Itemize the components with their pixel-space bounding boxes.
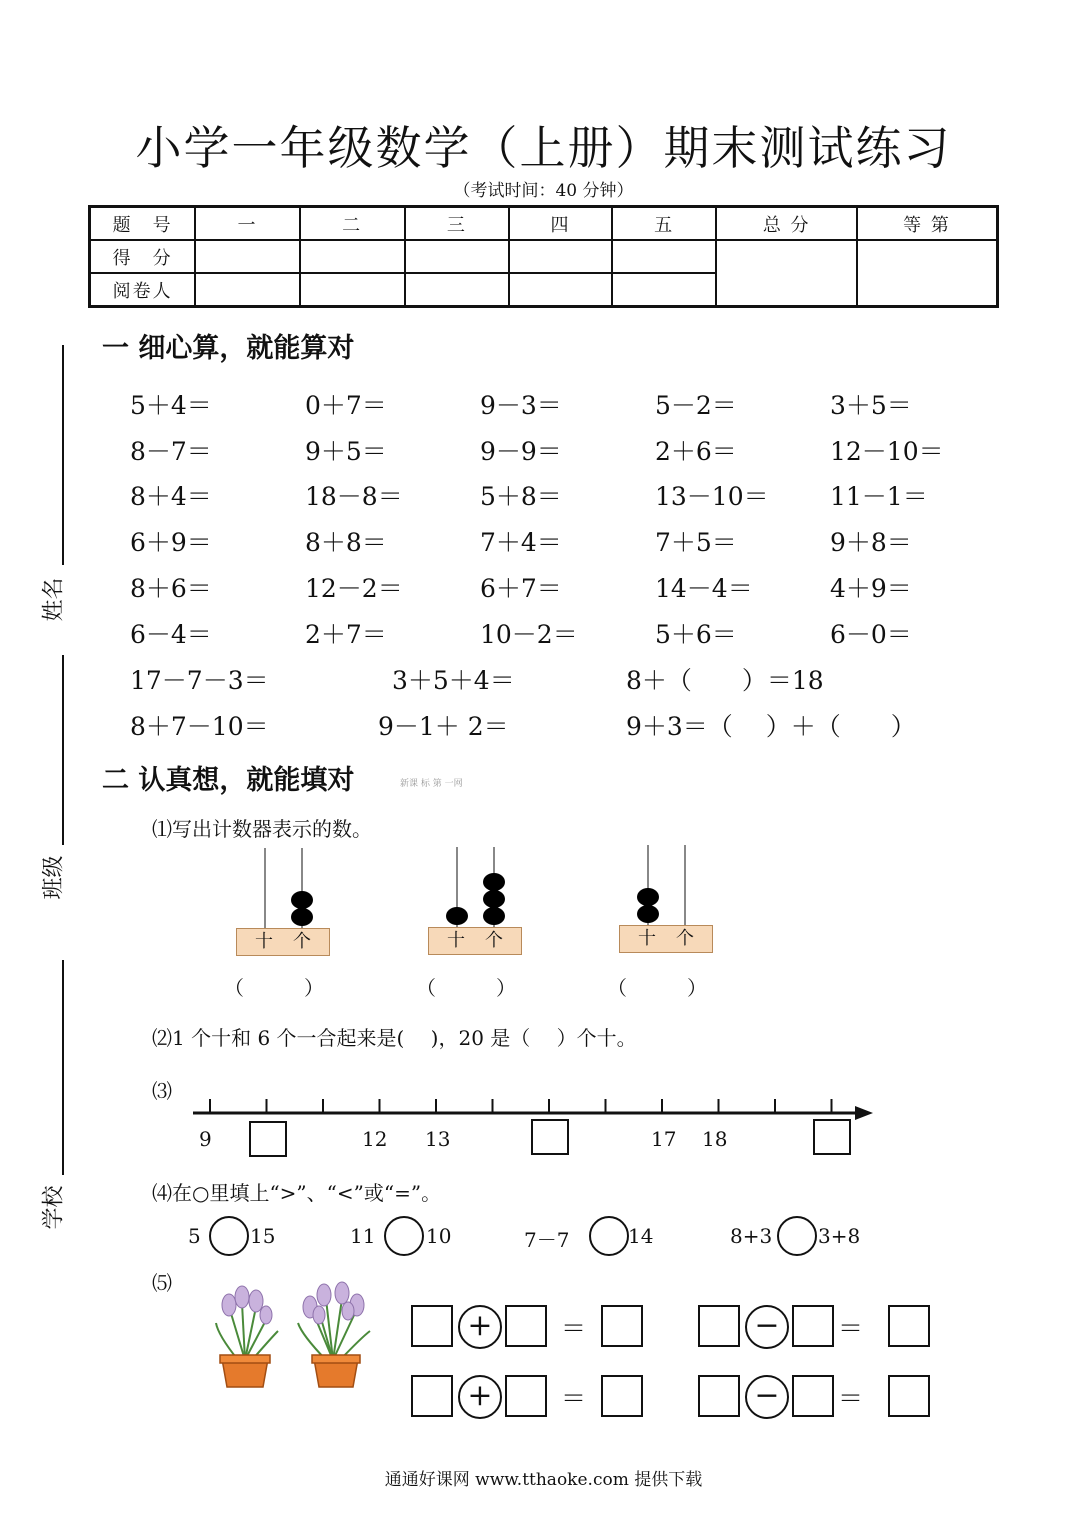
calc-item: 8＋（ ）＝18	[626, 666, 824, 695]
calc-item: 6＋7＝	[480, 574, 562, 603]
compare-left: 8+3	[730, 1224, 773, 1248]
calc-item: 12－10＝	[830, 437, 944, 466]
equation-box[interactable]	[792, 1375, 834, 1417]
calc-item: 9＋8＝	[830, 528, 912, 557]
equation-box[interactable]	[411, 1375, 453, 1417]
answer-box[interactable]	[531, 1119, 569, 1155]
footer: 通通好课网 www.tthaoke.com 提供下载	[384, 1470, 703, 1490]
plus-circle: +	[458, 1375, 502, 1419]
minus-circle: −	[745, 1375, 789, 1419]
header-cell: 总 分	[716, 207, 857, 241]
school-label: 学校	[41, 1185, 67, 1230]
score-row	[90, 240, 998, 273]
abacus-ones-label: 个	[293, 931, 311, 952]
equals-sign: ＝	[561, 1314, 587, 1343]
grade-cell[interactable]	[857, 240, 998, 307]
header-cell: 五	[612, 207, 717, 241]
calc-item: 5＋8＝	[480, 482, 562, 511]
calc-item: 3＋5＋4＝	[392, 666, 515, 695]
answer-box[interactable]	[813, 1119, 851, 1155]
equation-box[interactable]	[792, 1305, 834, 1347]
header-cell: 题 号	[90, 207, 196, 241]
abacus-bead	[291, 891, 313, 909]
abacus-bead	[483, 907, 505, 925]
compare-right: 3+8	[818, 1224, 861, 1248]
calc-item: 12－2＝	[305, 574, 403, 603]
calc-item: 4＋9＝	[830, 574, 912, 603]
abacus-bead	[446, 907, 468, 925]
abacus-bead	[483, 873, 505, 891]
minus-circle: −	[745, 1305, 789, 1349]
compare-right: 14	[628, 1224, 654, 1248]
header-cell: 一	[195, 207, 300, 241]
total-score-cell[interactable]	[716, 240, 857, 307]
grader-cell[interactable]	[405, 273, 510, 307]
score-cell[interactable]	[195, 240, 300, 273]
equation-box[interactable]	[698, 1305, 740, 1347]
calc-item: 18－8＝	[305, 482, 403, 511]
calc-item: 9－1＋ 2＝	[378, 712, 509, 741]
calc-item: 3＋5＝	[830, 391, 912, 420]
header-cell: 等 第	[857, 207, 998, 241]
score-cell[interactable]	[300, 240, 405, 273]
q4-text: ⑷在○里填上“>”、“<”或“=”。	[152, 1181, 442, 1205]
row-label: 得 分	[90, 240, 196, 273]
calc-item: 5＋4＝	[130, 391, 212, 420]
abacus-bead	[637, 905, 659, 923]
name-label: 姓名	[41, 577, 67, 622]
equation-box[interactable]	[888, 1375, 930, 1417]
equation-box[interactable]	[601, 1375, 643, 1417]
flower-pot-icon	[290, 1275, 378, 1393]
page-title: 小学一年级数学（上册）期末测试练习	[135, 121, 952, 175]
calc-item: 9－3＝	[480, 391, 562, 420]
abacus-rod-tens	[264, 848, 266, 928]
grader-cell[interactable]	[300, 273, 405, 307]
calc-item: 0＋7＝	[305, 391, 387, 420]
compare-circle[interactable]	[384, 1216, 424, 1256]
calc-item: 9－9＝	[480, 437, 562, 466]
equation-box[interactable]	[505, 1305, 547, 1347]
compare-circle[interactable]	[777, 1216, 817, 1256]
calc-item: 2＋6＝	[655, 437, 737, 466]
calc-item: 5－2＝	[655, 391, 737, 420]
name-line[interactable]	[62, 345, 64, 565]
plus-circle: +	[458, 1305, 502, 1349]
equation-box[interactable]	[698, 1375, 740, 1417]
calc-item: 8－7＝	[130, 437, 212, 466]
watermark: 新课 标 第 一网	[400, 779, 463, 789]
tick-label: 9	[199, 1127, 212, 1151]
abacus-base	[619, 925, 713, 953]
grader-cell[interactable]	[195, 273, 300, 307]
q3-label: ⑶	[152, 1079, 172, 1103]
compare-left: 7－7	[524, 1228, 570, 1252]
exam-time: （考试时间：40 分钟）	[453, 181, 634, 201]
score-table	[88, 205, 999, 308]
compare-left: 5	[188, 1224, 201, 1248]
calc-item: 9＋3＝（ ）＋（ ）	[626, 712, 916, 741]
score-cell[interactable]	[509, 240, 612, 273]
flower-pot-icon	[208, 1275, 283, 1393]
tick-label: 18	[702, 1127, 728, 1151]
answer-box[interactable]	[249, 1121, 287, 1157]
equation-box[interactable]	[888, 1305, 930, 1347]
calc-item: 17－7－3＝	[130, 666, 269, 695]
section2-heading: 二 认真想，就能填对	[102, 765, 355, 796]
header-cell: 四	[509, 207, 612, 241]
abacus-rod-ones	[684, 845, 686, 925]
equals-sign: ＝	[838, 1314, 864, 1343]
equation-box[interactable]	[411, 1305, 453, 1347]
abacus-bead	[483, 890, 505, 908]
grader-cell[interactable]	[612, 273, 717, 307]
calc-item: 7＋5＝	[655, 528, 737, 557]
abacus-base	[428, 927, 522, 955]
q1-text: ⑴写出计数器表示的数。	[152, 817, 372, 841]
compare-circle[interactable]	[209, 1216, 249, 1256]
abacus-base	[236, 928, 330, 956]
compare-right: 15	[250, 1224, 276, 1248]
calc-item: 8＋8＝	[305, 528, 387, 557]
class-line[interactable]	[62, 655, 64, 845]
compare-right: 10	[426, 1224, 452, 1248]
tick-label: 12	[362, 1127, 388, 1151]
abacus-answer-blank[interactable]: （ ）	[607, 976, 707, 1000]
equals-sign: ＝	[561, 1384, 587, 1413]
header-cell: 二	[300, 207, 405, 241]
calc-item: 9＋5＝	[305, 437, 387, 466]
abacus-tens-label: 十	[447, 930, 465, 951]
compare-left: 11	[350, 1224, 376, 1248]
calc-item: 7＋4＝	[480, 528, 562, 557]
abacus-ones-label: 个	[676, 928, 694, 949]
calc-item: 6＋9＝	[130, 528, 212, 557]
abacus-tens-label: 十	[255, 931, 273, 952]
calc-item: 6－4＝	[130, 620, 212, 649]
abacus-ones-label: 个	[485, 930, 503, 951]
score-cell[interactable]	[405, 240, 510, 273]
calc-item: 5＋6＝	[655, 620, 737, 649]
calc-item: 8＋4＝	[130, 482, 212, 511]
tick-label: 17	[651, 1127, 677, 1151]
q2-text: ⑵1 个十和 6 个一合起来是( )，20 是（ ）个十。	[152, 1026, 637, 1050]
compare-circle[interactable]	[589, 1216, 629, 1256]
abacus-bead	[637, 888, 659, 906]
calc-item: 2＋7＝	[305, 620, 387, 649]
school-line[interactable]	[62, 960, 64, 1175]
abacus-answer-blank[interactable]: （ ）	[416, 976, 516, 1000]
abacus-answer-blank[interactable]: （ ）	[224, 976, 324, 1000]
abacus-bead	[291, 908, 313, 926]
header-cell: 三	[405, 207, 510, 241]
score-table-header-row	[90, 207, 998, 241]
q5-label: ⑸	[152, 1271, 172, 1295]
calc-item: 8＋6＝	[130, 574, 212, 603]
calc-item: 10－2＝	[480, 620, 578, 649]
calc-item: 8＋7－10＝	[130, 712, 269, 741]
grader-cell[interactable]	[509, 273, 612, 307]
class-label: 班级	[41, 855, 67, 900]
tick-label: 13	[425, 1127, 451, 1151]
calc-item: 13－10＝	[655, 482, 769, 511]
section1-heading: 一 细心算，就能算对	[102, 333, 355, 364]
abacus-tens-label: 十	[638, 928, 656, 949]
score-cell[interactable]	[612, 240, 717, 273]
row-label: 阅卷人	[90, 273, 196, 307]
equation-box[interactable]	[601, 1305, 643, 1347]
calc-item: 6－0＝	[830, 620, 912, 649]
equals-sign: ＝	[838, 1384, 864, 1413]
equation-box[interactable]	[505, 1375, 547, 1417]
calc-item: 14－4＝	[655, 574, 753, 603]
calc-item: 11－1＝	[830, 482, 928, 511]
